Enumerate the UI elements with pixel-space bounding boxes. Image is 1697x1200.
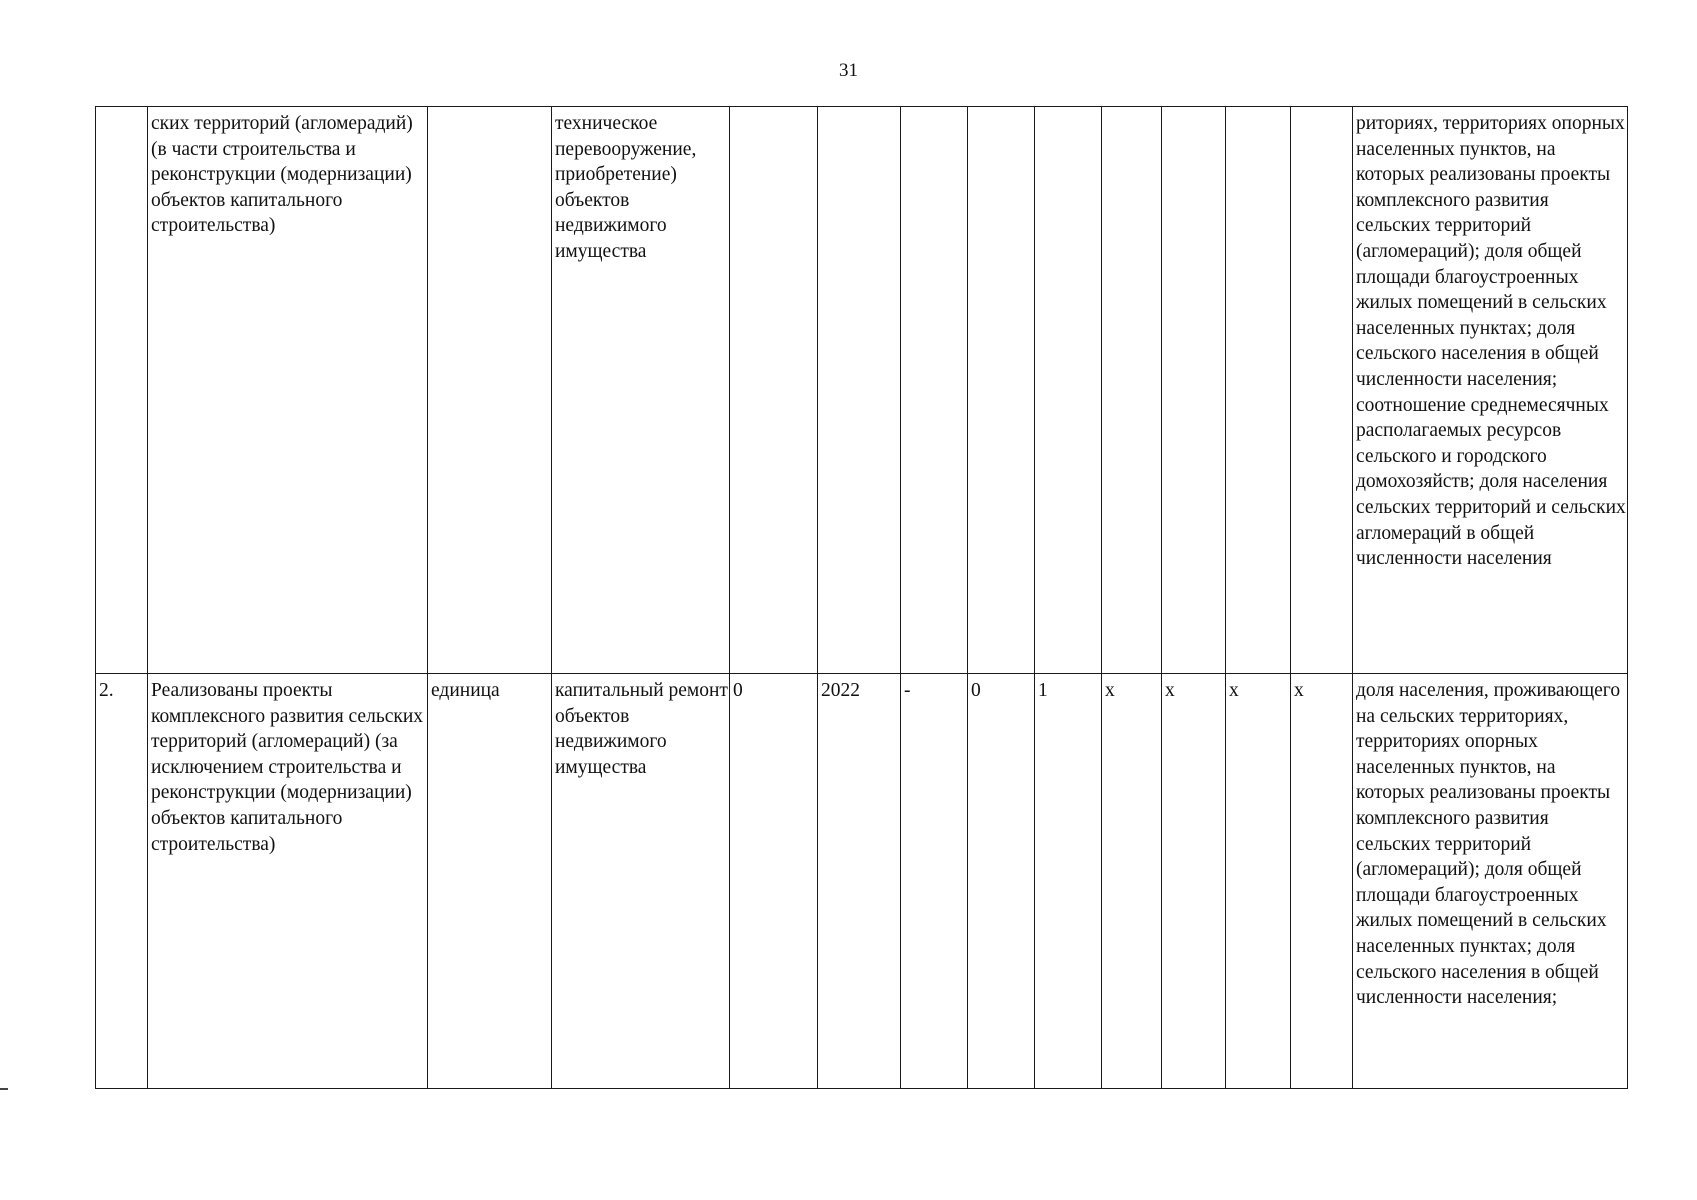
- table-row: [96, 674, 1628, 1089]
- base-year-cell: 2022: [818, 674, 901, 1089]
- result-name-cell: ских территорий (агломерадий) (в части строительства и реконструкции (модернизации) объектов капитального строительства): [148, 107, 428, 674]
- value-cell-7: [1291, 107, 1353, 674]
- value-cell-1: [901, 107, 968, 674]
- value-cell-3: [1035, 107, 1102, 674]
- indicators-cell: доля населения, проживающего на сельских территориях, территориях опорных населенных пунктов, на которых реализованы проекты комплексного развития сельских территорий (агломераций); доля общей площади благоустроенных жилых помещений в сельских населенных пунктах; доля сельского населения в общей численности населения;: [1353, 674, 1628, 1089]
- page-number: 31: [839, 60, 858, 81]
- result-type-cell: техническое перевооружение, приобретение) объектов недвижимого имущества: [552, 107, 730, 674]
- value-cell-5: x: [1162, 674, 1226, 1089]
- base-value-cell: [730, 107, 818, 674]
- margin-mark: [0, 1088, 8, 1090]
- result-name-cell: Реализованы проекты комплексного развития сельских территорий (агломераций) (за исключением строительства и реконструкции (модернизации) объектов капитального строительства): [148, 674, 428, 1089]
- base-year-cell: [818, 107, 901, 674]
- value-cell-2: [968, 107, 1035, 674]
- unit-cell: [428, 107, 552, 674]
- row-number-cell: 2.: [96, 674, 148, 1089]
- base-value-cell: 0: [730, 674, 818, 1089]
- value-cell-4: x: [1102, 674, 1162, 1089]
- value-cell-5: [1162, 107, 1226, 674]
- value-cell-1: -: [901, 674, 968, 1089]
- indicators-cell: риториях, территориях опорных населенных пунктов, на которых реализованы проекты комплексного развития сельских территорий (агломераций); доля общей площади благоустроенных жилых помещений в сельских населенных пунктах; доля сельского населения в общей численности населения; соотношение среднемесячных располагаемых ресурсов сельского и городского домохозяйств; доля населения сельских территорий и сельских агломераций в общей численности населения: [1353, 107, 1628, 674]
- value-cell-3: 1: [1035, 674, 1102, 1089]
- value-cell-6: [1226, 107, 1291, 674]
- result-type-cell: капитальный ремонт объектов недвижимого имущества: [552, 674, 730, 1089]
- value-cell-6: x: [1226, 674, 1291, 1089]
- table-row: [96, 107, 1628, 674]
- unit-cell: единица: [428, 674, 552, 1089]
- value-cell-4: [1102, 107, 1162, 674]
- value-cell-2: 0: [968, 674, 1035, 1089]
- value-cell-7: x: [1291, 674, 1353, 1089]
- row-number-cell: [96, 107, 148, 674]
- results-table: [95, 106, 1628, 1089]
